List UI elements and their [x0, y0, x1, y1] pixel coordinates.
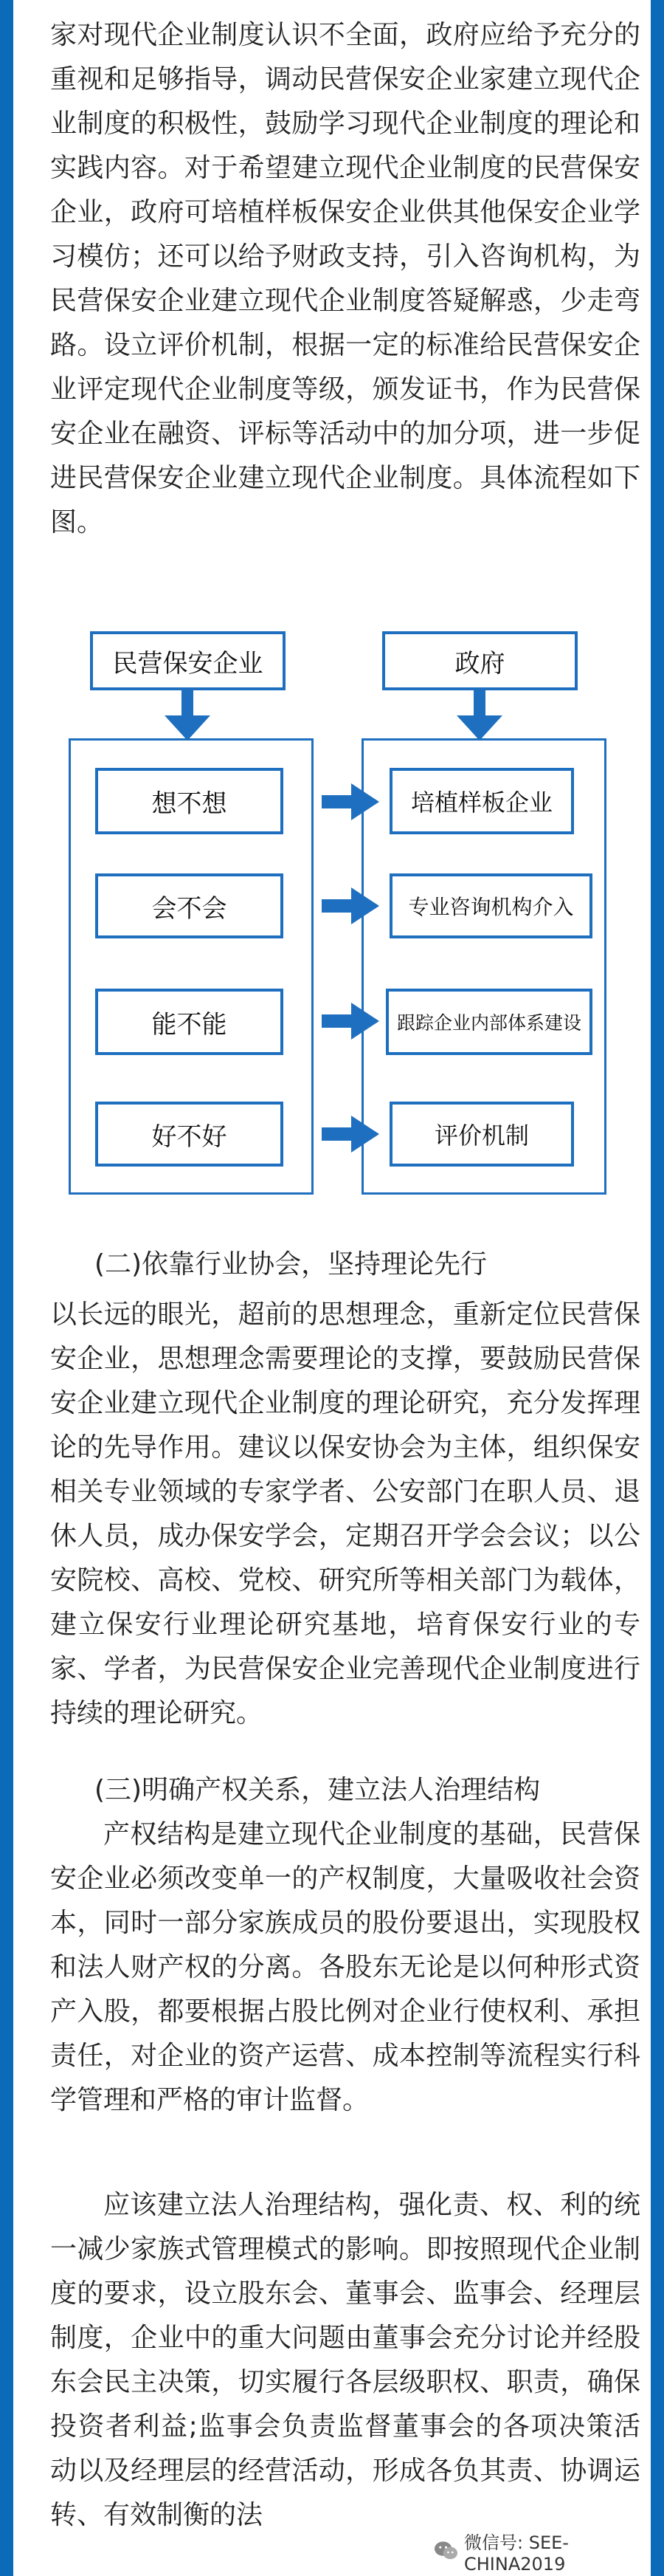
flowchart-left-item: 想不想	[95, 768, 283, 834]
flowchart-right-item: 培植样板企业	[390, 768, 574, 834]
arrow-right-icon	[322, 1116, 379, 1153]
arrow-down-icon	[457, 690, 502, 742]
flowchart-left-item: 能不能	[95, 989, 283, 1055]
article-panel	[13, 0, 651, 2576]
arrow-right-icon	[322, 1003, 379, 1040]
arrow-right-icon	[322, 887, 379, 924]
flowchart-right-item: 专业咨询机构介入	[390, 873, 592, 938]
wechat-icon	[434, 2541, 458, 2561]
paragraph-4: 应该建立法人治理结构，强化责、权、利的统一减少家族式管理模式的影响。即按照现代企业制度的要求，设立股东会、董事会、监事会、经理层制度，企业中的重大问题由董事会充分讨论并经股东会民主决策，切实履行各层级职权、职责，确保投资者利益;监事会负责监督董事会的各项决策活动以及经理层的经营活动，形成各负其责、协调运转、有效制衡的法	[50, 2190, 640, 2530]
flowchart-right-item: 跟踪企业内部体系建设	[386, 989, 592, 1055]
paragraph-1: 家对现代企业制度认识不全面，政府应给予充分的重视和足够指导，调动民营保安企业家建立现代企业制度的积极性，鼓励学习现代企业制度的理论和实践内容。对于希望建立现代企业制度的民营保安企业，政府可培植样板保安企业供其他保安企业学习模仿；还可以给予财政支持，引入咨询机构，为民营保安企业建立现代企业制度答疑解惑，少走弯路。设立评价机制，根据一定的标准给民营保安企业评定现代企业制度等级，颁发证书，作为民营保安企业在融资、评标等活动中的加分项，进一步促进民营保安企业建立现代企业制度。具体流程如下图。	[50, 20, 640, 537]
flowchart-left-item: 会不会	[95, 873, 283, 938]
section-heading-2: (二)依靠行业协会，坚持理论先行	[94, 1249, 488, 1280]
flowchart-left-item: 好不好	[95, 1102, 283, 1167]
paragraph-2: 以长远的眼光，超前的思想理念，重新定位民营保安企业，思想理念需要理论的支撑，要鼓励民营保安企业建立现代企业制度的理论研究，充分发挥理论的先导作用。建议以保安协会为主体，组织保安相关专业领域的专家学者、公安部门在职人员、退休人员，成办保安学会，定期召开学会会议；以公安院校、高校、党校、研究所等相关部门为载体，建立保安行业理论研究基地，培育保安行业的专家、学者，为民营保安企业完善现代企业制度进行持续的理论研究。	[50, 1299, 640, 1728]
flowchart-right-item: 评价机制	[390, 1102, 574, 1167]
arrow-right-icon	[322, 783, 379, 820]
flowchart-left-title: 民营保安企业	[90, 631, 286, 690]
wechat-watermark	[434, 2532, 664, 2575]
section-heading-3: (三)明确产权关系，建立法人治理结构	[94, 1775, 541, 1805]
arrow-down-icon	[165, 690, 210, 742]
paragraph-3: 产权结构是建立现代企业制度的基础，民营保安企业必须改变单一的产权制度，大量吸收社会资本，同时一部分家族成员的股份要退出，实现股权和法人财产权的分离。各股东无论是以何种形式资产入股，都要根据占股比例对企业行使权利、承担责任，对企业的资产运营、成本控制等流程实行科学管理和严格的审计监督。	[50, 1819, 640, 2115]
flowchart-right-title: 政府	[382, 631, 578, 690]
watermark-text: 微信号: SEE-CHINA2019	[464, 2532, 569, 2575]
